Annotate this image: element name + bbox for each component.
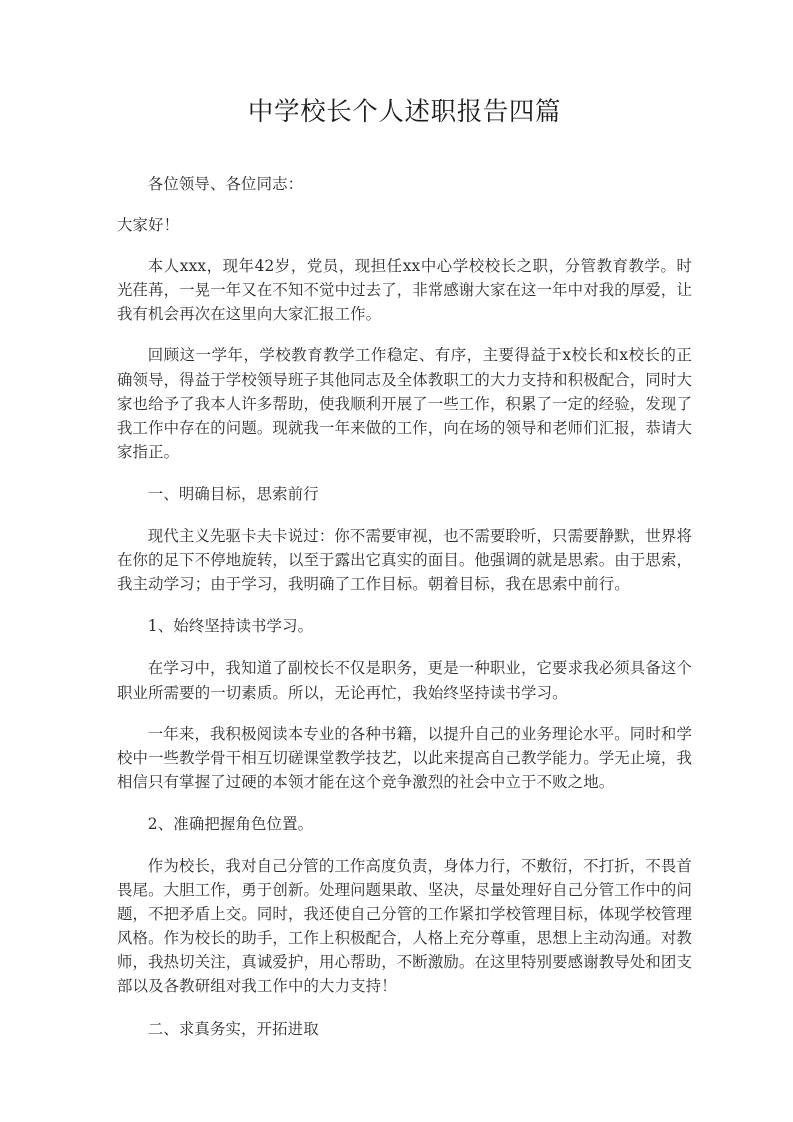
greeting-line: 大家好！ xyxy=(117,216,180,235)
heading-spacer xyxy=(117,999,692,1017)
paragraph-year-review: 回顾这一学年，学校教育教学工作稳定、有序，主要得益于x校长和x校长的正确领导，得益于学校领导班子其他同志及全体教职工的大力支持和积极配合，同时大家也给予了我本人许多帮助，使我顺利开展了一些工作，积累了一定的经验，发现了我工作中存在的问题。现就我一年来做的工作，向在场的领导和老师们汇报，恭请大家指正。 xyxy=(117,346,693,461)
document-body xyxy=(117,0,692,1041)
heading-spacer xyxy=(117,638,692,656)
paragraph-study-reading: 一年来，我积极阅读本专业的各种书籍，以提升自己的业务理论水平。同时和学校中一些教学骨干相互切磋课堂教学技艺，以此来提高自己教学能力。学无止境，我相信只有掌握了过硬的本领才能在这个竞争激烈的社会中立于不败之地。 xyxy=(117,724,693,791)
salutation-line: 各位领导、各位同志： xyxy=(147,175,304,193)
paragraph-role-position: 作为校长，我对自己分管的工作高度负责，身体力行，不敷衍，不打折，不畏首畏尾。大胆工作，勇于创新。处理问题果敢、坚决，尽量处理好自己分管工作中的问题，不把矛盾上交。同时，我还使自己分管的工作紧扣学校管理目标，体现学校管理风格。作为校长的助手，工作上积极配合，人格上充分尊重，思想上主动沟通。对教师，我热切关注，真诚爱护，用心帮助，不断激励。在这里特别要感谢教导处和团支部以及各教研组对我工作中的大力支持！ xyxy=(117,856,693,996)
page-title: 中学校长个人述职报告四篇 xyxy=(247,97,562,127)
section-heading-two: 二、求真务实，开拓进取 xyxy=(147,1019,319,1038)
title-spacer xyxy=(117,129,692,172)
paragraph-kafka-quote: 现代主义先驱卡夫卡说过：你不需要审视，也不需要聆听，只需要静默，世界将在你的足下不停地旋转，以至于露出它真实的面目。他强调的就是思索。由于思索，我主动学习；由于学习，我明确了工作目标。朝着目标，我在思索中前行。 xyxy=(117,527,693,594)
heading-spacer xyxy=(117,836,692,854)
paragraph-spacer xyxy=(117,326,692,343)
subsection-heading-one: 1、始终坚持读书学习。 xyxy=(147,617,314,636)
heading-spacer xyxy=(117,464,692,482)
subsection-heading-two: 2、准确把握角色位置。 xyxy=(147,814,314,833)
paragraph-study-role: 在学习中，我知道了副校长不仅是职务，更是一种职业，它要求我必须具备这个职业所需要的一切素质。所以，无论再忙，我始终坚持读书学习。 xyxy=(117,659,692,702)
section-heading-one: 一、明确目标，思索前行 xyxy=(147,484,319,503)
heading-spacer xyxy=(117,794,692,812)
heading-spacer xyxy=(117,506,692,524)
paragraph-spacer xyxy=(117,705,692,722)
paragraph-spacer xyxy=(117,196,692,213)
paragraph-self-introduction: 本人xxx，现年42岁，党员，现担任xx中心学校校长之职，分管教育教学。时光荏苒，一晃一年又在不知不觉中过去了，非常感谢大家在这一年中对我的厚爱，让我有机会再次在这里向大家汇报工作。 xyxy=(117,257,693,324)
paragraph-spacer xyxy=(117,237,692,254)
heading-spacer xyxy=(117,596,692,614)
